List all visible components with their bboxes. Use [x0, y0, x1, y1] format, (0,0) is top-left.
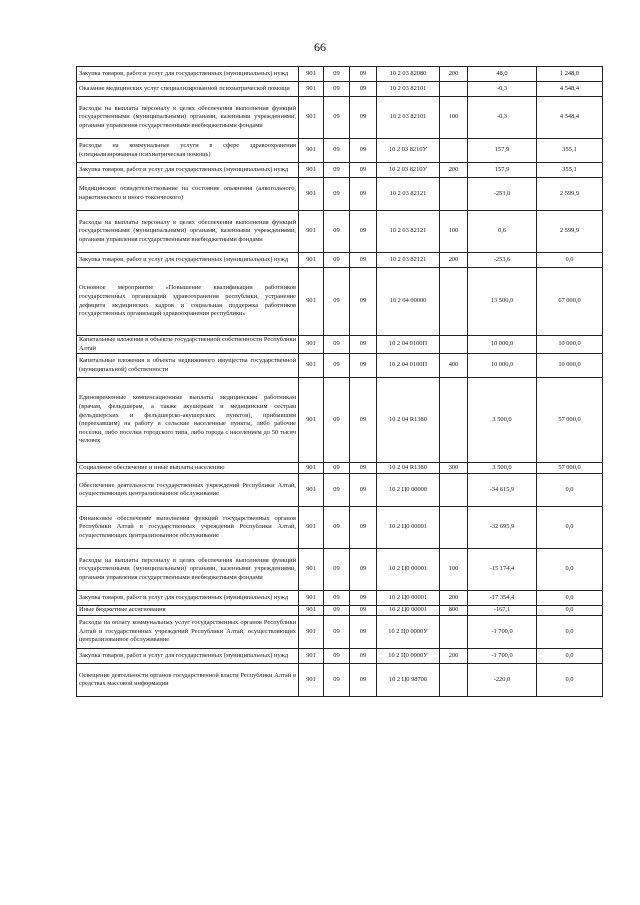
amount-second-cell: 0,0	[537, 664, 603, 697]
table-row	[77, 664, 603, 697]
section-code-cell: 09	[324, 606, 350, 616]
amount-first-cell: -0,3	[468, 97, 537, 139]
target-article-code-cell: 10 2 03 8210У	[377, 163, 440, 178]
subsection-code-cell: 09	[350, 474, 377, 507]
table-row	[77, 211, 603, 253]
expense-type-code-cell	[440, 82, 468, 97]
amount-second-cell: 355,1	[537, 139, 603, 163]
section-code-cell: 09	[324, 474, 350, 507]
section-code-cell: 09	[324, 378, 350, 463]
amount-first-cell: -0,3	[468, 82, 537, 97]
subsection-code-cell: 09	[350, 97, 377, 139]
subsection-code-cell: 09	[350, 268, 377, 336]
amount-second-cell: 2 599,9	[537, 211, 603, 253]
section-code-cell: 09	[324, 97, 350, 139]
target-article-code-cell: 10 2 03 82101	[377, 82, 440, 97]
section-code-cell: 09	[324, 336, 350, 354]
table-row	[77, 474, 603, 507]
target-article-code-cell: 10 2 04 0100П	[377, 336, 440, 354]
section-code-cell: 09	[324, 649, 350, 664]
table-row	[77, 354, 603, 378]
target-article-code-cell: 10 2 04 00000	[377, 268, 440, 336]
section-code-cell: 09	[324, 211, 350, 253]
subsection-code-cell: 09	[350, 253, 377, 268]
department-code-cell: 901	[299, 139, 324, 163]
section-code-cell: 09	[324, 463, 350, 474]
amount-first-cell: -32 695,9	[468, 507, 537, 549]
expense-type-code-cell: 200	[440, 163, 468, 178]
expense-type-code-cell	[440, 178, 468, 211]
amount-second-cell: 10 000,0	[537, 354, 603, 378]
department-code-cell: 901	[299, 163, 324, 178]
table-row	[77, 178, 603, 211]
department-code-cell: 901	[299, 97, 324, 139]
section-code-cell: 09	[324, 507, 350, 549]
subsection-code-cell: 09	[350, 606, 377, 616]
subsection-code-cell: 09	[350, 378, 377, 463]
amount-first-cell: 13 500,0	[468, 268, 537, 336]
subsection-code-cell: 09	[350, 664, 377, 697]
table-row	[77, 549, 603, 591]
subsection-code-cell: 09	[350, 336, 377, 354]
expense-type-code-cell: 400	[440, 354, 468, 378]
amount-first-cell: 3 500,0	[468, 378, 537, 463]
section-code-cell: 09	[324, 354, 350, 378]
expense-type-code-cell	[440, 268, 468, 336]
table-row	[77, 82, 603, 97]
target-article-code-cell: 10 2 Ц0 00001	[377, 507, 440, 549]
expense-type-code-cell	[440, 664, 468, 697]
expense-type-code-cell	[440, 336, 468, 354]
department-code-cell: 901	[299, 591, 324, 606]
subsection-code-cell: 09	[350, 211, 377, 253]
department-code-cell: 901	[299, 463, 324, 474]
table-row	[77, 253, 603, 268]
expense-type-code-cell	[440, 616, 468, 649]
item-name-cell: Закупка товаров, работ и услуг для государственных (муниципальных) нужд	[77, 591, 299, 606]
expense-type-code-cell: 100	[440, 211, 468, 253]
table-row	[77, 591, 603, 606]
expense-type-code-cell: 100	[440, 97, 468, 139]
target-article-code-cell: 10 2 03 82101	[377, 97, 440, 139]
item-name-cell: Оказание медицинских услуг специализированной психиатрической помощи	[77, 82, 299, 97]
department-code-cell: 901	[299, 253, 324, 268]
expense-type-code-cell: 100	[440, 549, 468, 591]
amount-second-cell: 0,0	[537, 549, 603, 591]
amount-second-cell: 2 599,9	[537, 178, 603, 211]
expense-type-code-cell: 200	[440, 253, 468, 268]
table-row	[77, 163, 603, 178]
department-code-cell: 901	[299, 616, 324, 649]
amount-second-cell: 10 000,0	[537, 336, 603, 354]
amount-first-cell: 0,6	[468, 211, 537, 253]
target-article-code-cell: 10 2 Ц0 00000	[377, 474, 440, 507]
table-row	[77, 268, 603, 336]
department-code-cell: 901	[299, 268, 324, 336]
amount-second-cell: 0,0	[537, 507, 603, 549]
subsection-code-cell: 09	[350, 354, 377, 378]
amount-first-cell: 48,0	[468, 67, 537, 82]
target-article-code-cell: 10 2 Ц0 00001	[377, 549, 440, 591]
expense-type-code-cell	[440, 378, 468, 463]
expense-type-code-cell: 200	[440, 67, 468, 82]
amount-first-cell: -167,1	[468, 606, 537, 616]
item-name-cell: Социальное обеспечение и иные выплаты населению	[77, 463, 299, 474]
target-article-code-cell: 10 2 03 82080	[377, 67, 440, 82]
amount-first-cell: 10 000,0	[468, 336, 537, 354]
item-name-cell: Закупка товаров, работ и услуг для государственных (муниципальных) нужд	[77, 163, 299, 178]
table-row	[77, 378, 603, 463]
amount-first-cell: -1 700,0	[468, 616, 537, 649]
amount-first-cell: -253,0	[468, 178, 537, 211]
target-article-code-cell: 10 2 04 R1380	[377, 378, 440, 463]
subsection-code-cell: 09	[350, 591, 377, 606]
subsection-code-cell: 09	[350, 649, 377, 664]
amount-first-cell: 157,9	[468, 139, 537, 163]
expense-type-code-cell: 200	[440, 649, 468, 664]
section-code-cell: 09	[324, 268, 350, 336]
amount-second-cell: 57 000,0	[537, 463, 603, 474]
table-row	[77, 67, 603, 82]
subsection-code-cell: 09	[350, 616, 377, 649]
amount-second-cell: 0,0	[537, 253, 603, 268]
item-name-cell: Медицинское освидетельствование на состояние опьянения (алкогольного, наркотического и иного токсического)	[77, 178, 299, 211]
item-name-cell: Обеспечение деятельности государственных учреждений Республики Алтай, осуществляющих централизованное обслуживание	[77, 474, 299, 507]
item-name-cell: Закупка товаров, работ и услуг для государственных (муниципальных) нужд	[77, 253, 299, 268]
item-name-cell: Иные бюджетные ассигнования	[77, 606, 299, 616]
section-code-cell: 09	[324, 82, 350, 97]
table-row	[77, 97, 603, 139]
amount-second-cell: 1 248,0	[537, 67, 603, 82]
department-code-cell: 901	[299, 211, 324, 253]
section-code-cell: 09	[324, 549, 350, 591]
section-code-cell: 09	[324, 664, 350, 697]
subsection-code-cell: 09	[350, 178, 377, 211]
target-article-code-cell: 10 2 03 82121	[377, 253, 440, 268]
expense-type-code-cell	[440, 139, 468, 163]
target-article-code-cell: 10 2 03 82121	[377, 178, 440, 211]
target-article-code-cell: 10 2 Ц0 0000У	[377, 616, 440, 649]
amount-second-cell: 57 000,0	[537, 378, 603, 463]
table-row	[77, 336, 603, 354]
section-code-cell: 09	[324, 67, 350, 82]
item-name-cell: Освещение деятельности органов государственной власти Республики Алтай в средствах массовой информации	[77, 664, 299, 697]
target-article-code-cell: 10 2 Ц0 98700	[377, 664, 440, 697]
amount-second-cell: 0,0	[537, 649, 603, 664]
department-code-cell: 901	[299, 664, 324, 697]
section-code-cell: 09	[324, 178, 350, 211]
amount-second-cell: 67 000,0	[537, 268, 603, 336]
expense-type-code-cell	[440, 507, 468, 549]
section-code-cell: 09	[324, 139, 350, 163]
department-code-cell: 901	[299, 649, 324, 664]
table-row	[77, 649, 603, 664]
item-name-cell: Финансовое обеспечение выполнения функций государственных органов Республики Алтай и государственных учреждений Республики Алтай, осуществляющих централизованное обслуживание	[77, 507, 299, 549]
department-code-cell: 901	[299, 378, 324, 463]
department-code-cell: 901	[299, 549, 324, 591]
item-name-cell: Капитальные вложения в объекты государственной собственности Республики Алтай	[77, 336, 299, 354]
budget-table	[76, 66, 603, 697]
amount-second-cell: 0,0	[537, 591, 603, 606]
amount-second-cell: 4 548,4	[537, 97, 603, 139]
amount-second-cell: 4 548,4	[537, 82, 603, 97]
amount-first-cell: -17 354,4	[468, 591, 537, 606]
table-row	[77, 606, 603, 616]
page-number: 66	[314, 40, 326, 54]
department-code-cell: 901	[299, 82, 324, 97]
section-code-cell: 09	[324, 253, 350, 268]
item-name-cell: Основное мероприятие «Повышение квалификации работников государственных организаций здравоохранения республики, устранение дефицита медицинских кадров и социальная поддержка работников государственных организаций здравоохранения республики»	[77, 268, 299, 336]
item-name-cell: Единовременные компенсационные выплаты медицинским работникам (врачам, фельдшерам, а также акушеркам и медицинским сестрам фельдшерских и фельдшерско-акушерских пунктов), прибывшим (переехавшим) на работу в сельские населенные пункты, либо рабочие поселки, либо поселки городского типа, либо города с населением до 50 тысяч человек	[77, 378, 299, 463]
department-code-cell: 901	[299, 474, 324, 507]
expense-type-code-cell	[440, 474, 468, 507]
table-row	[77, 139, 603, 163]
amount-first-cell: 3 500,0	[468, 463, 537, 474]
target-article-code-cell: 10 2 04 0100П	[377, 354, 440, 378]
section-code-cell: 09	[324, 591, 350, 606]
target-article-code-cell: 10 2 Ц0 00001	[377, 606, 440, 616]
budget-table-body	[77, 67, 603, 697]
amount-first-cell: -1 700,0	[468, 649, 537, 664]
target-article-code-cell: 10 2 03 82121	[377, 211, 440, 253]
table-row	[77, 616, 603, 649]
amount-first-cell: -253,6	[468, 253, 537, 268]
amount-first-cell: -220,0	[468, 664, 537, 697]
item-name-cell: Закупка товаров, работ и услуг для государственных (муниципальных) нужд	[77, 67, 299, 82]
subsection-code-cell: 09	[350, 463, 377, 474]
item-name-cell: Расходы на коммунальные услуги в сфере здравоохранения (специализированная психиатрическая помощь)	[77, 139, 299, 163]
amount-first-cell: 157,9	[468, 163, 537, 178]
expense-type-code-cell: 300	[440, 463, 468, 474]
amount-second-cell: 0,0	[537, 606, 603, 616]
department-code-cell: 901	[299, 507, 324, 549]
department-code-cell: 901	[299, 67, 324, 82]
subsection-code-cell: 09	[350, 507, 377, 549]
amount-second-cell: 0,0	[537, 616, 603, 649]
target-article-code-cell: 10 2 03 8210У	[377, 139, 440, 163]
target-article-code-cell: 10 2 Ц0 0000У	[377, 649, 440, 664]
subsection-code-cell: 09	[350, 549, 377, 591]
amount-first-cell: -15 174,4	[468, 549, 537, 591]
subsection-code-cell: 09	[350, 139, 377, 163]
item-name-cell: Расходы на оплату коммунальных услуг государственных органов Республики Алтай и государственных учреждений Республики Алтай, осуществляющих централизованное обслуживание	[77, 616, 299, 649]
item-name-cell: Закупка товаров, работ и услуг для государственных (муниципальных) нужд	[77, 649, 299, 664]
item-name-cell: Капитальные вложения в объекты недвижимого имущества государственной (муниципальной) собственности	[77, 354, 299, 378]
item-name-cell: Расходы на выплаты персоналу в целях обеспечения выполнения функций государственными (муниципальными) органами, казенными учреждениями, органами управления государственными внебюджетными фондами	[77, 97, 299, 139]
expense-type-code-cell: 200	[440, 591, 468, 606]
department-code-cell: 901	[299, 606, 324, 616]
section-code-cell: 09	[324, 616, 350, 649]
amount-first-cell: 10 000,0	[468, 354, 537, 378]
department-code-cell: 901	[299, 336, 324, 354]
target-article-code-cell: 10 2 04 R1380	[377, 463, 440, 474]
table-row	[77, 507, 603, 549]
amount-first-cell: -34 615,9	[468, 474, 537, 507]
amount-second-cell: 355,1	[537, 163, 603, 178]
subsection-code-cell: 09	[350, 82, 377, 97]
subsection-code-cell: 09	[350, 163, 377, 178]
section-code-cell: 09	[324, 163, 350, 178]
table-row	[77, 463, 603, 474]
target-article-code-cell: 10 2 Ц0 00001	[377, 591, 440, 606]
subsection-code-cell: 09	[350, 67, 377, 82]
department-code-cell: 901	[299, 354, 324, 378]
amount-second-cell: 0,0	[537, 474, 603, 507]
expense-type-code-cell: 800	[440, 606, 468, 616]
department-code-cell: 901	[299, 178, 324, 211]
item-name-cell: Расходы на выплаты персоналу в целях обеспечения выполнения функций государственными (муниципальными) органами, казенными учреждениями, органами управления государственными внебюджетными фондами	[77, 211, 299, 253]
item-name-cell: Расходы на выплаты персоналу в целях обеспечения выполнения функций государственными (муниципальными) органами, казенными учреждениями, органами управления государственными внебюджетными фондами	[77, 549, 299, 591]
